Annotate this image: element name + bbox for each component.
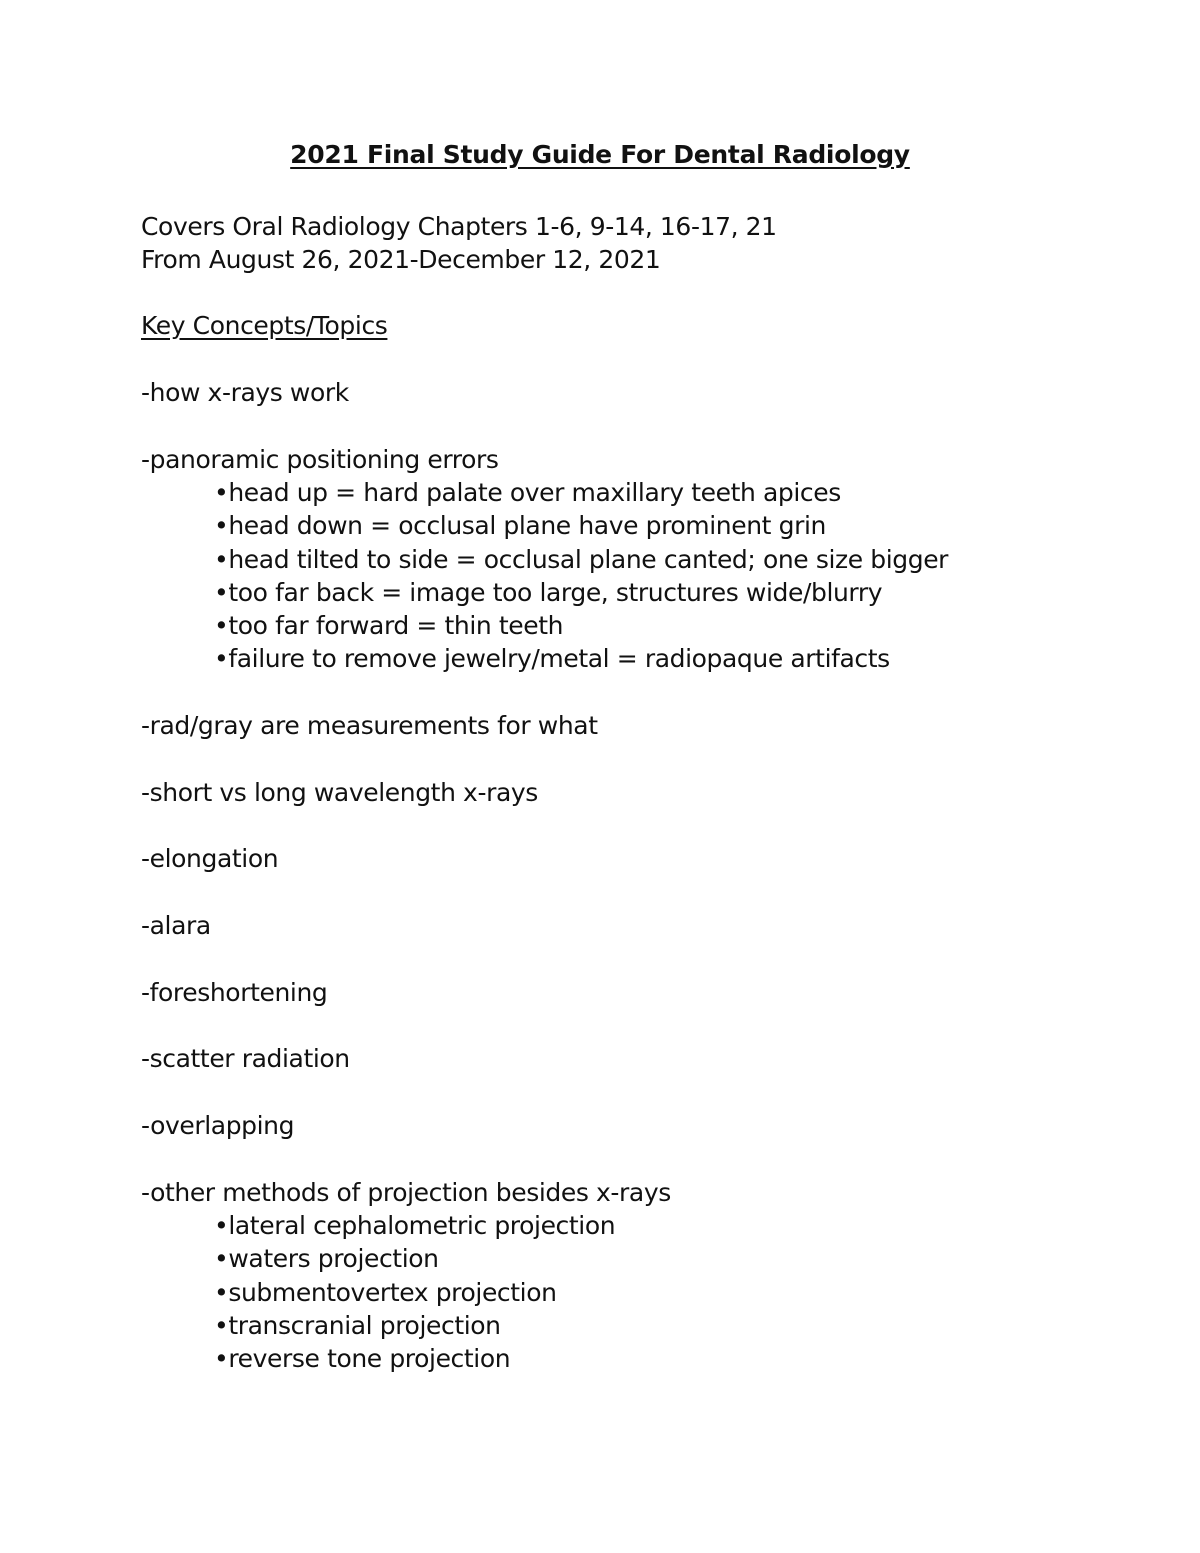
subtopic-item: •too far forward = thin teeth [214,611,564,640]
document-title: 2021 Final Study Guide For Dental Radiology [290,140,910,169]
topic-item: -alara [141,911,211,940]
subtopic-item: •lateral cephalometric projection [214,1211,616,1240]
topic-item: -short vs long wavelength x-rays [141,778,538,807]
topic-item: -elongation [141,844,279,873]
section-heading: Key Concepts/Topics [141,311,388,340]
topic-item: -scatter radiation [141,1044,350,1073]
topic-item: -other methods of projection besides x-rays [141,1178,671,1207]
subtopic-item: •head up = hard palate over maxillary teeth apices [214,478,841,507]
subtopic-item: •transcranial projection [214,1311,501,1340]
coverage-chapters: Covers Oral Radiology Chapters 1-6, 9-14, 16-17, 21 [141,212,777,241]
topic-item: -how x-rays work [141,378,349,407]
subtopic-item: •waters projection [214,1244,439,1273]
topic-item: -rad/gray are measurements for what [141,711,598,740]
subtopic-item: •reverse tone projection [214,1344,511,1373]
topic-item: -overlapping [141,1111,295,1140]
subtopic-item: •submentovertex projection [214,1278,557,1307]
topic-item: -foreshortening [141,978,328,1007]
subtopic-item: •head tilted to side = occlusal plane canted; one size bigger [214,545,949,574]
coverage-dates: From August 26, 2021-December 12, 2021 [141,245,661,274]
subtopic-item: •head down = occlusal plane have prominent grin [214,511,826,540]
subtopic-item: •failure to remove jewelry/metal = radiopaque artifacts [214,644,890,673]
topic-item: -panoramic positioning errors [141,445,499,474]
subtopic-item: •too far back = image too large, structures wide/blurry [214,578,883,607]
